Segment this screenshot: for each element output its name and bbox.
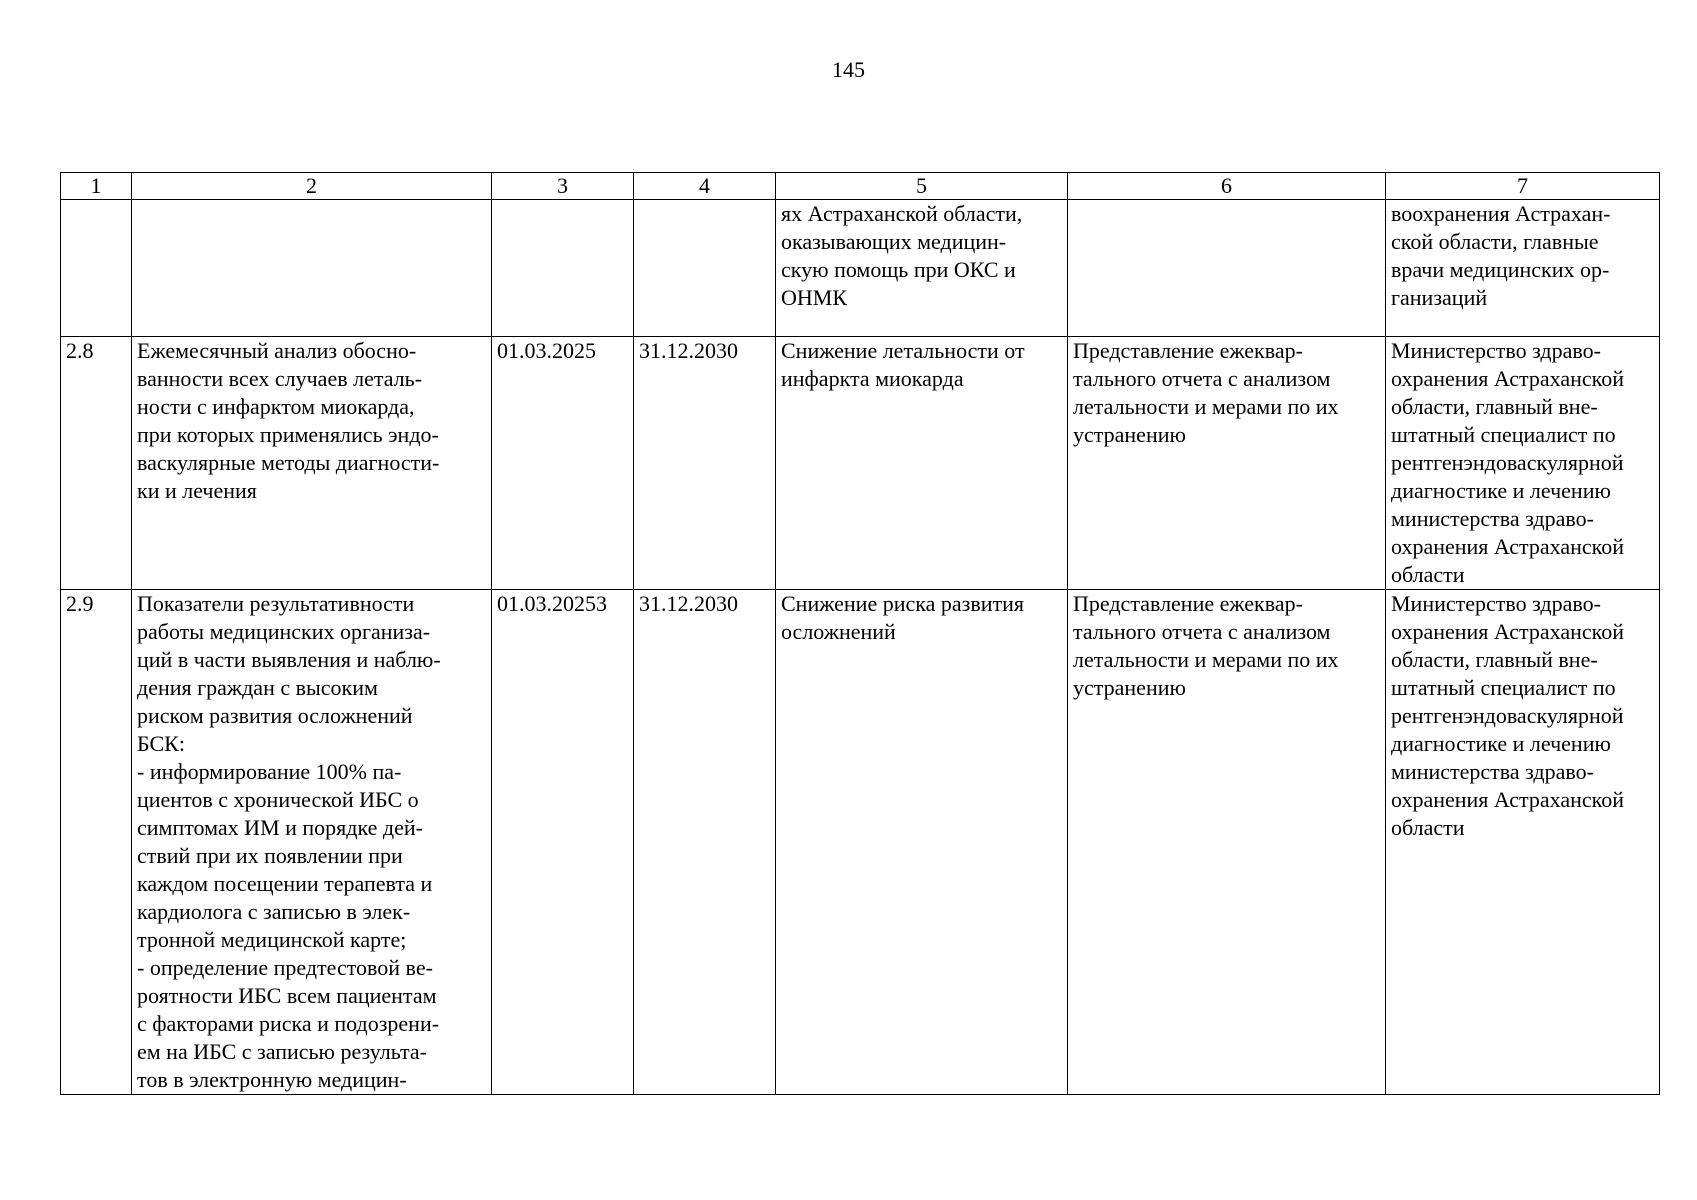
cell-text-line: оказывающих медицин- <box>781 229 1007 254</box>
cell-text-line: каждом посещении терапевта и <box>137 871 433 896</box>
cell-text-line: рентгенэндоваскулярной <box>1391 703 1624 728</box>
cell-text-line: воохранения Астрахан- <box>1391 201 1611 226</box>
table-row <box>61 590 1660 1095</box>
cell-text-line: - определение предтестовой ве- <box>137 955 433 980</box>
cell-text-line: Снижение летальности от <box>781 338 1025 363</box>
column-header: 2 <box>132 173 492 200</box>
column-header: 1 <box>61 173 132 200</box>
cell-text-line: БСК: <box>137 731 185 756</box>
cell-text-line: - информирование 100% па- <box>137 759 402 784</box>
cell-text-line: штатный специалист по <box>1391 675 1616 700</box>
column-header: 6 <box>1068 173 1386 200</box>
cell-text-line: Министерство здраво- <box>1391 591 1601 616</box>
cell-text-line: ем на ИБС с записью результа- <box>137 1039 427 1064</box>
column-header: 4 <box>634 173 776 200</box>
cell-text-line: охранения Астраханской <box>1391 366 1625 391</box>
cell-text-line: области, главный вне- <box>1391 394 1598 419</box>
cell-text-line: скую помощь при ОКС и <box>781 257 1016 282</box>
end-date-cell: 31.12.2030 <box>634 590 776 1095</box>
expected-result-cell <box>776 337 1068 590</box>
cell-text-line: ганизаций <box>1391 285 1488 310</box>
end-date-cell: 31.12.2030 <box>634 337 776 590</box>
reporting-form-cell <box>1068 337 1386 590</box>
table-row <box>61 337 1660 590</box>
cell-text-line: охранения Астраханской <box>1391 787 1625 812</box>
cell-text-line: ОНМК <box>781 285 848 310</box>
cell-text-line: ности с инфарктом миокарда, <box>137 394 415 419</box>
column-header: 3 <box>492 173 634 200</box>
cell-text-line: работы медицинских организа- <box>137 619 431 644</box>
row-number-cell <box>61 200 132 337</box>
page-number: 145 <box>832 57 865 82</box>
cell-text-line: летальности и мерами по их <box>1073 394 1339 419</box>
cell-text-line: тального отчета с анализом <box>1073 619 1331 644</box>
cell-text-line: дения граждан с высоким <box>137 675 378 700</box>
column-header: 5 <box>776 173 1068 200</box>
cell-text-line: Снижение риска развития <box>781 591 1024 616</box>
cell-text-line: тов в электронную медицин- <box>137 1067 407 1092</box>
cell-text-line: риском развития осложнений <box>137 703 413 728</box>
cell-text-line: охранения Астраханской <box>1391 619 1625 644</box>
cell-text-line: инфаркта миокарда <box>781 366 964 391</box>
row-number-cell: 2.9 <box>61 590 132 1095</box>
cell-text-line: врачи медицинских ор- <box>1391 257 1610 282</box>
cell-text-line: ствий при их появлении при <box>137 843 403 868</box>
cell-text-line: летальности и мерами по их <box>1073 647 1339 672</box>
cell-text-line: тронной медицинской карте; <box>137 927 407 952</box>
cell-text-line: с факторами риска и подозрени- <box>137 1011 440 1036</box>
expected-result-cell <box>776 590 1068 1095</box>
cell-text-line: ций в части выявления и наблю- <box>137 647 441 672</box>
cell-text-line: при которых применялись эндо- <box>137 422 439 447</box>
expected-result-cell <box>776 200 1068 337</box>
reporting-form-cell <box>1068 590 1386 1095</box>
start-date-cell: 01.03.2025 <box>492 337 634 590</box>
cell-text-line: ях Астраханской области, <box>781 201 1023 226</box>
cell-text-line: ской области, главные <box>1391 229 1599 254</box>
cell-text-line: Показатели результативности <box>137 591 415 616</box>
cell-text-line: штатный специалист по <box>1391 422 1616 447</box>
start-date-cell <box>492 200 634 337</box>
row-number-cell: 2.8 <box>61 337 132 590</box>
cell-text-line: рентгенэндоваскулярной <box>1391 450 1624 475</box>
cell-text-line: устранению <box>1073 422 1186 447</box>
measure-cell <box>132 200 492 337</box>
cell-text-line: диагностике и лечению <box>1391 731 1611 756</box>
measure-cell <box>132 590 492 1095</box>
reporting-form-cell <box>1068 200 1386 337</box>
cell-text-line: ки и лечения <box>137 478 257 503</box>
cell-text-line: циентов с хронической ИБС о <box>137 787 419 812</box>
cell-text-line: тального отчета с анализом <box>1073 366 1331 391</box>
cell-text-line: кардиолога с записью в элек- <box>137 899 411 924</box>
column-header: 7 <box>1386 173 1660 200</box>
cell-text-line: министерства здраво- <box>1391 506 1594 531</box>
action-plan-table <box>60 172 1660 1095</box>
cell-text-line: симптомах ИМ и порядке дей- <box>137 815 423 840</box>
cell-text-line: Представление ежеквар- <box>1073 338 1303 363</box>
end-date-cell <box>634 200 776 337</box>
responsible-cell <box>1386 337 1660 590</box>
cell-text-line: осложнений <box>781 619 896 644</box>
cell-text-line: диагностике и лечению <box>1391 478 1611 503</box>
cell-text-line: министерства здраво- <box>1391 759 1594 784</box>
responsible-cell <box>1386 200 1660 337</box>
cell-text-line: области <box>1391 562 1465 587</box>
column-number-row <box>61 173 1660 200</box>
start-date-cell: 01.03.20253 <box>492 590 634 1095</box>
cell-text-line: области, главный вне- <box>1391 647 1598 672</box>
cell-text-line: ванности всех случаев леталь- <box>137 366 423 391</box>
cell-text-line: роятности ИБС всем пациентам <box>137 983 437 1008</box>
cell-text-line: Представление ежеквар- <box>1073 591 1303 616</box>
cell-text-line: устранению <box>1073 675 1186 700</box>
measure-cell <box>132 337 492 590</box>
cell-text-line: васкулярные методы диагности- <box>137 450 440 475</box>
table-row <box>61 200 1660 337</box>
responsible-cell <box>1386 590 1660 1095</box>
cell-text-line: Ежемесячный анализ обосно- <box>137 338 417 363</box>
cell-text-line: Министерство здраво- <box>1391 338 1601 363</box>
cell-text-line: охранения Астраханской <box>1391 534 1625 559</box>
cell-text-line: области <box>1391 815 1465 840</box>
